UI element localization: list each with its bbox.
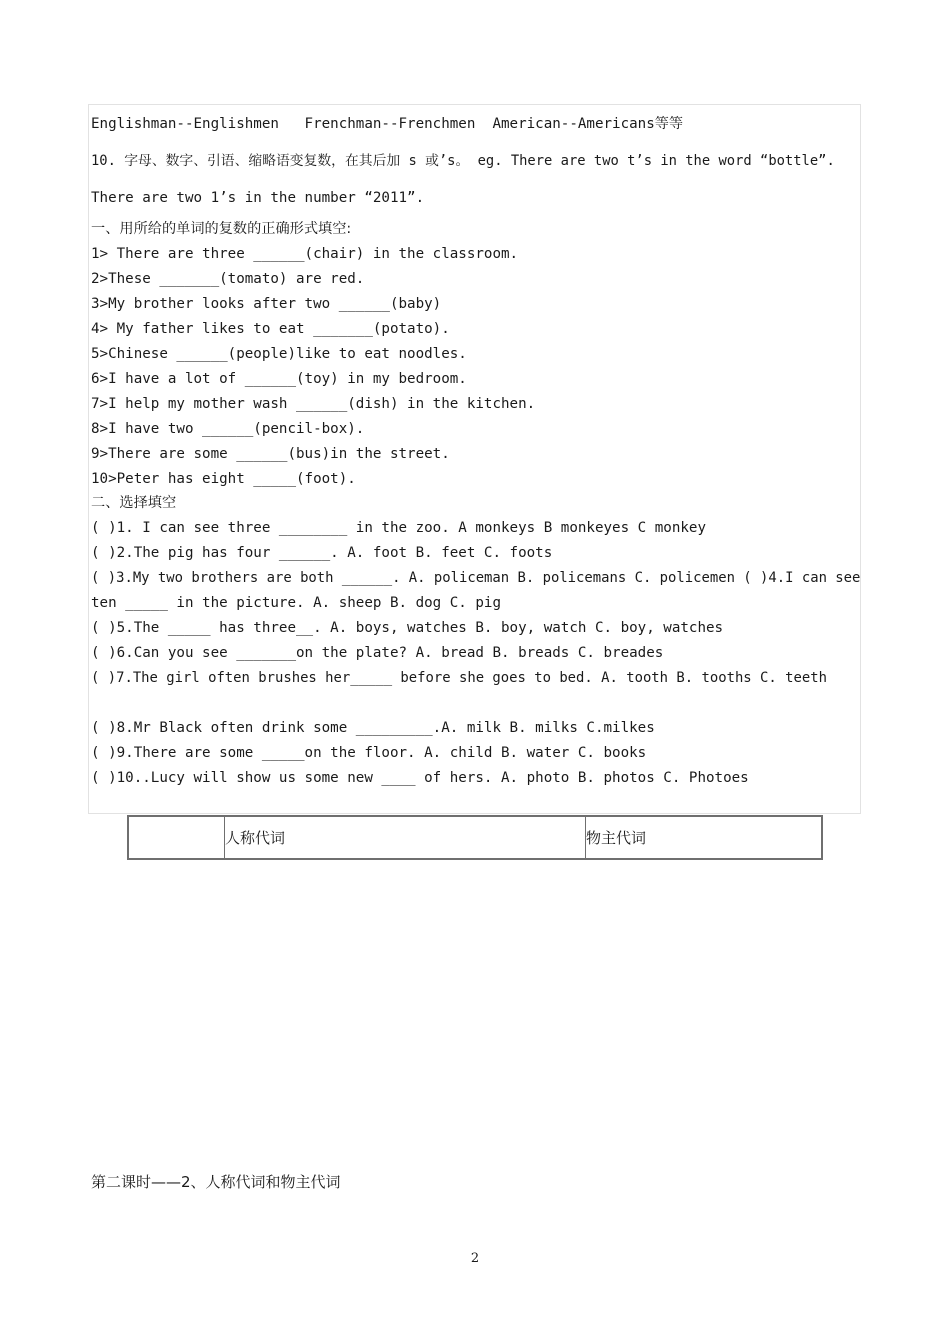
exercise-line: 10>Peter has eight _____(foot). [91,471,356,487]
exercise-line: 8>I have two ______(pencil-box). [91,421,365,437]
choice-line: ( )1. I can see three ________ in the zoo. A monkeys B monkeyes C monkey [91,520,706,536]
exercise-line: 6>I have a lot of ______(toy) in my bedroom. [91,371,467,387]
exercise-line: 5>Chinese ______(people)like to eat noodles. [91,346,467,362]
exercise-line: 7>I help my mother wash ______(dish) in the kitchen. [91,396,536,412]
text-line-3: There are two 1’s in the number “2011”. [91,190,425,206]
pronoun-table [127,815,823,860]
choice-line: ( )7.The girl often brushes her_____ before she goes to bed. A. tooth B. tooths C. teeth [91,670,827,686]
table-row [128,816,822,859]
table-cell-empty [128,816,225,859]
choice-line: ( )5.The _____ has three__. A. boys, watches B. boy, watch C. boy, watches [91,620,724,636]
choice-line: ( )3.My two brothers are both ______. A. policeman B. policemans C. policemen ( )4.I can see [91,570,861,586]
exercise-line: 1> There are three ______(chair) in the classroom. [91,246,519,262]
section-heading-1: 一、用所给的单词的复数的正确形式填空: [91,221,352,237]
exercise-line: 4> My father likes to eat _______(potato). [91,321,450,337]
choice-line: ( )6.Can you see _______on the plate? A. bread B. breads C. breades [91,645,664,661]
exercise-line: 2>These _______(tomato) are red. [91,271,365,287]
exercise-line: 3>My brother looks after two ______(baby) [91,296,442,312]
choice-line: ten _____ in the picture. A. sheep B. dog C. pig [91,595,501,611]
choice-line: ( )9.There are some _____on the floor. A. child B. water C. books [91,745,647,761]
section-heading-2: 二、选择填空 [91,495,177,511]
choice-line: ( )2.The pig has four ______. A. foot B. feet C. foots [91,545,553,561]
text-line-1: Englishman--Englishmen Frenchman--Frenchmen American--Americans等等 [91,116,684,132]
text-line-2: 10. 字母、数字、引语、缩略语变复数，在其后加 s 或’s。 eg. There are two t’s in the word “bottle”. [91,153,835,169]
exercise-line: 9>There are some ______(bus)in the street. [91,446,450,462]
choice-line: ( )10..Lucy will show us some new ____ of hers. A. photo B. photos C. Photoes [91,770,749,786]
table-header-personal-pronoun: 人称代词 [225,816,586,859]
page-number: 2 [470,1251,480,1266]
table-header-possessive-pronoun: 物主代词 [586,816,823,859]
lesson-title: 第二课时——2、人称代词和物主代词 [91,1173,341,1191]
choice-line: ( )8.Mr Black often drink some _________.A. milk B. milks C.milkes [91,720,655,736]
